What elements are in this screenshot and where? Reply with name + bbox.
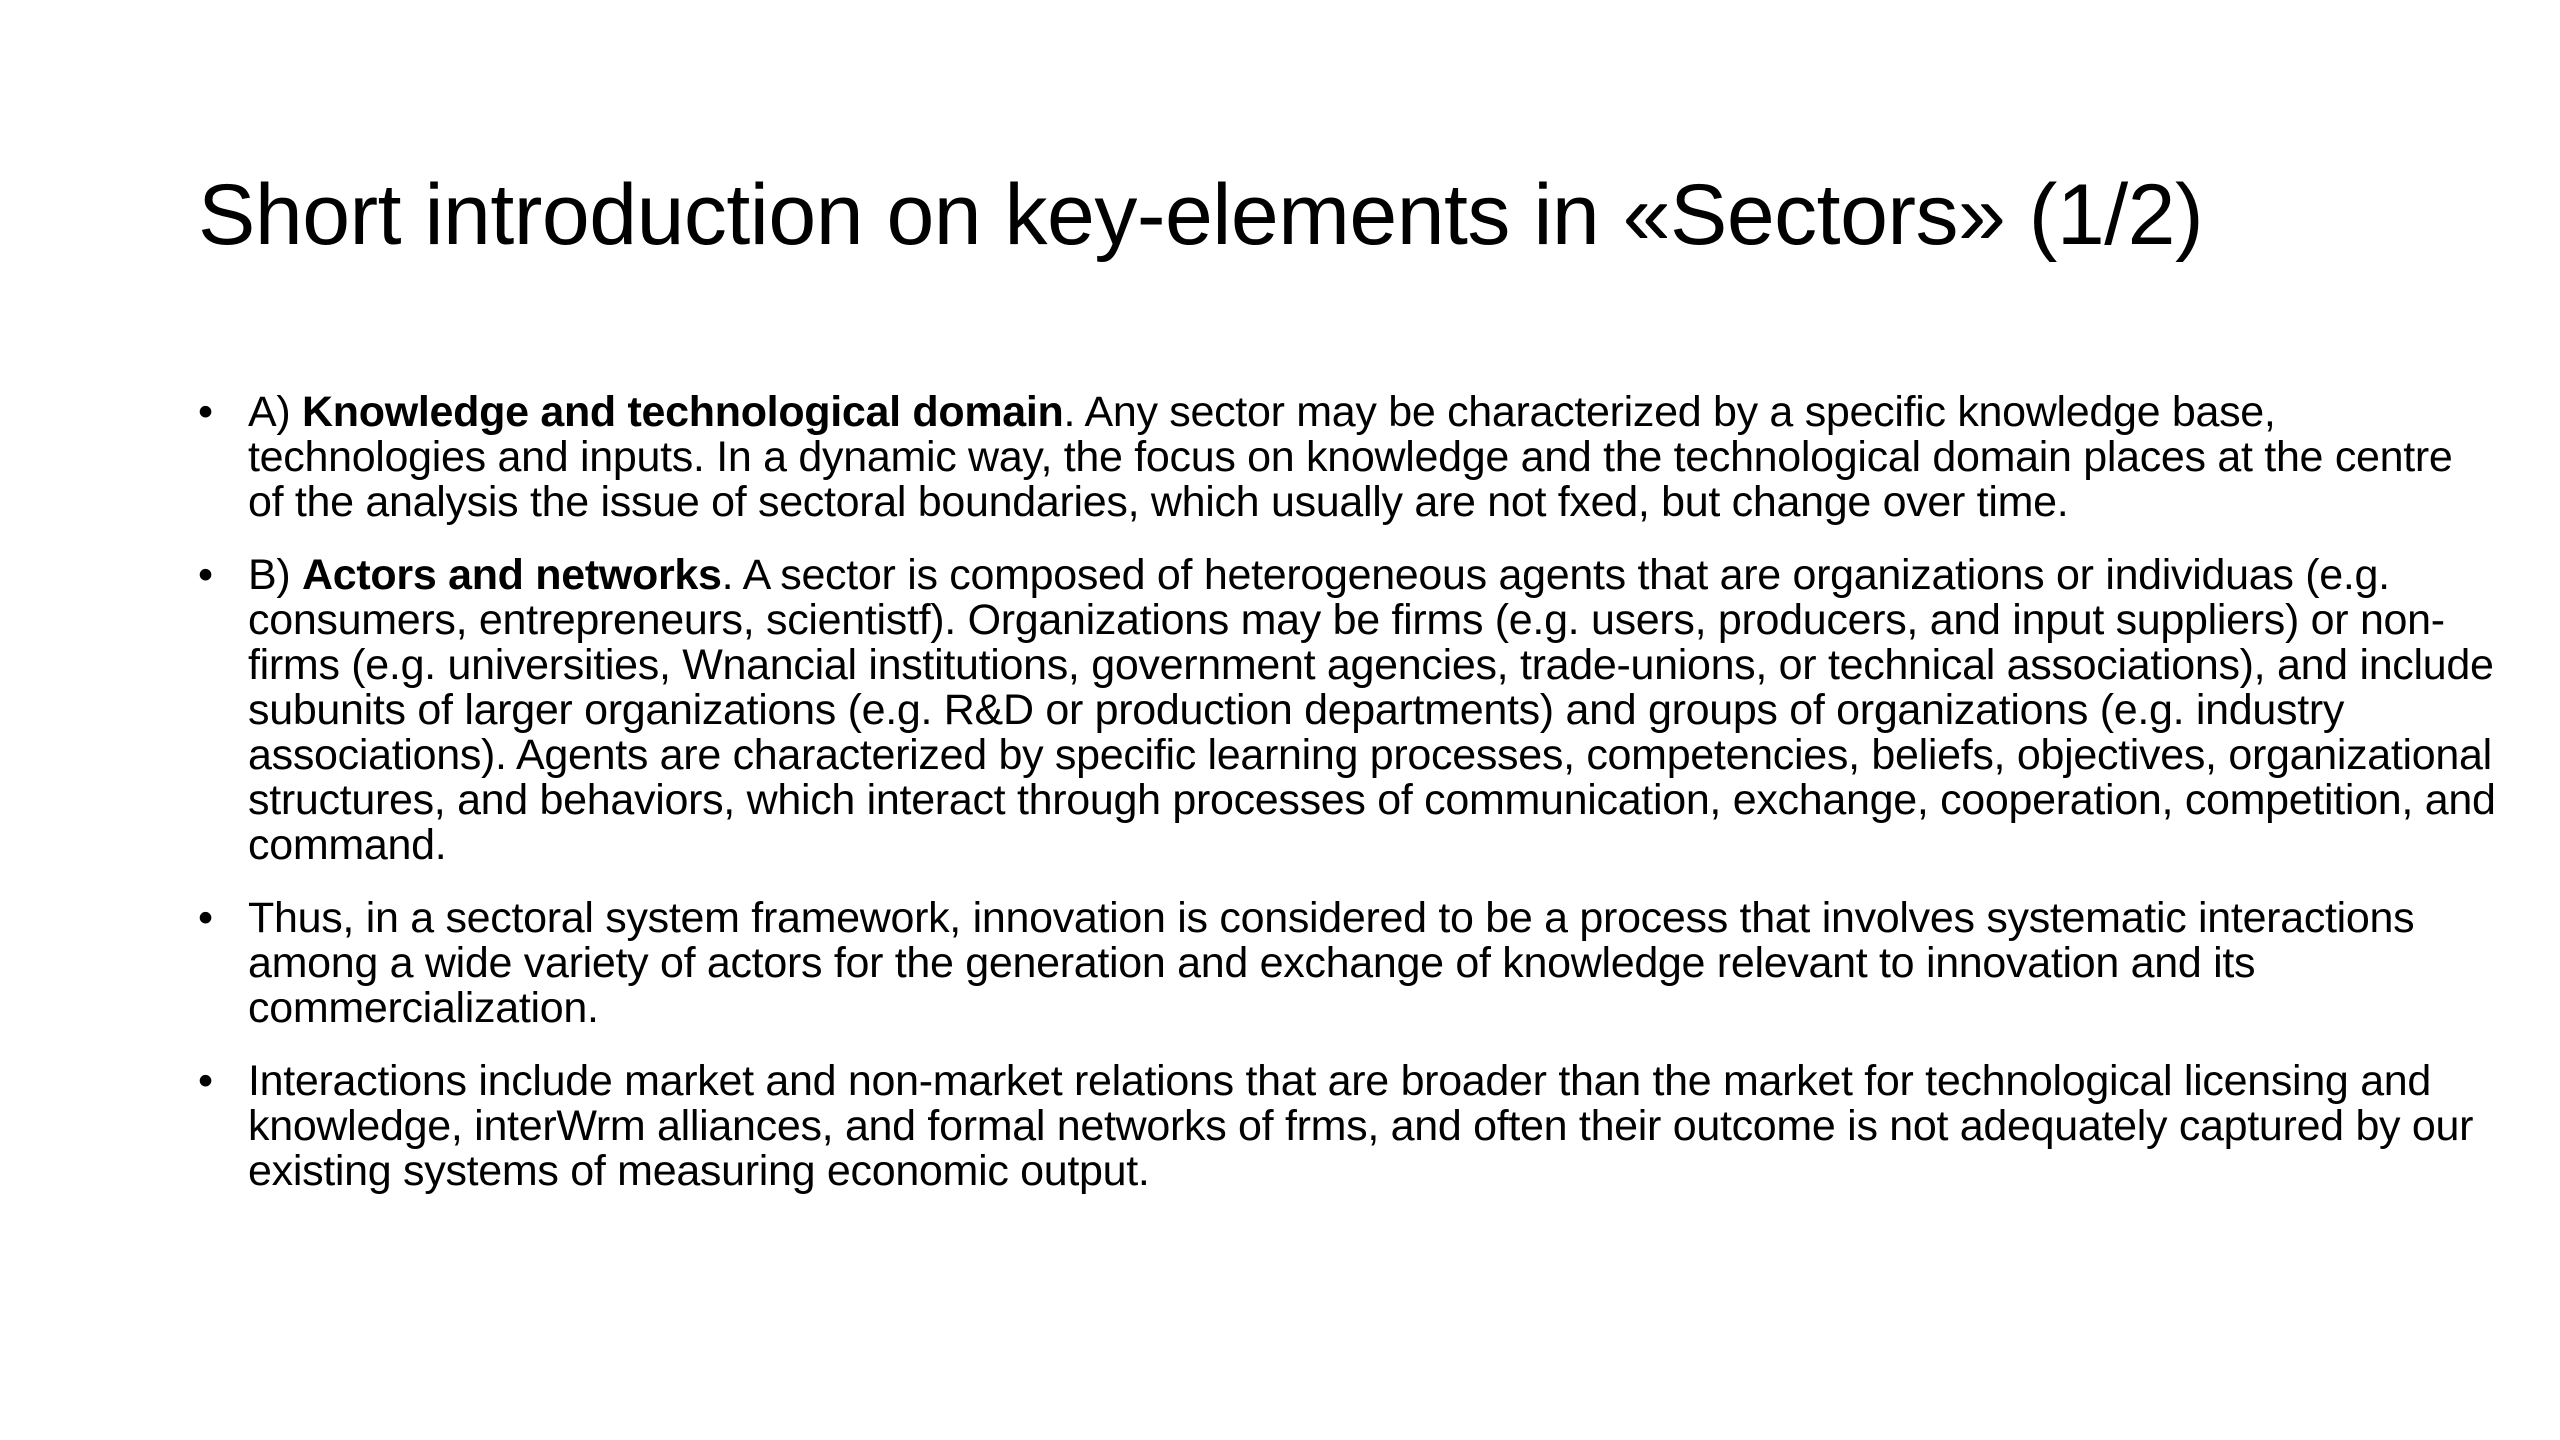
bullet-prefix: B)	[248, 551, 303, 599]
bullet-marker: •	[198, 388, 213, 436]
bullet-text: Thus, in a sectoral system framework, innovation is considered to be a process that involves systematic interactions among a wide variety of actors for the generation and exchange of knowledge relevant to innovation and its commercialization.	[248, 894, 2415, 1032]
bullet-heading: Actors and networks	[302, 551, 722, 599]
bullet-text: Interactions include market and non-market relations that are broader than the market for technological licensing and knowledge, interWrm alliances, and formal networks of frms, and often their outcome is not adequately captured by our existing systems of measuring economic output.	[248, 1057, 2474, 1195]
bullet-text: . A sector is composed of heterogeneous agents that are organizations or individuas (e.g. consumers, entrepreneurs, scientistf). Organizations may be firms (e.g. users, producers, and input suppliers) or non-firms (e.g. universities, Wnancial institutions, government agencies, trade-unions, or technical associations), and include subunits of larger organizations (e.g. R&D or production departments) and groups of organizations (e.g. industry associations). Agents are characterized by specific learning processes, competencies, beliefs, objectives, organizational structures, and behaviors, which interact through processes of communication, exchange, cooperation, competition, and command.	[248, 551, 2496, 869]
bullet-item-a	[198, 390, 2498, 525]
bullet-heading: Knowledge and technological domain	[302, 388, 1064, 436]
bullet-marker: •	[198, 1057, 213, 1105]
bullet-text: . Any sector may be characterized by a specific knowledge base, technologies and inputs. In a dynamic way, the focus on knowledge and the technological domain places at the centre of the analysis the issue of sectoral boundaries, which usually are not fxed, but change over time.	[248, 388, 2453, 526]
slide-title: Short introduction on key-elements in «Sectors» (1/2)	[198, 167, 2204, 263]
bullet-item-interactions	[198, 1059, 2498, 1194]
bullet-marker: •	[198, 894, 213, 942]
bullet-marker: •	[198, 551, 213, 599]
bullet-prefix: A)	[248, 388, 303, 436]
bullet-item-b	[198, 553, 2498, 868]
bullet-item-thus	[198, 896, 2498, 1031]
bullet-list	[198, 390, 2498, 1222]
